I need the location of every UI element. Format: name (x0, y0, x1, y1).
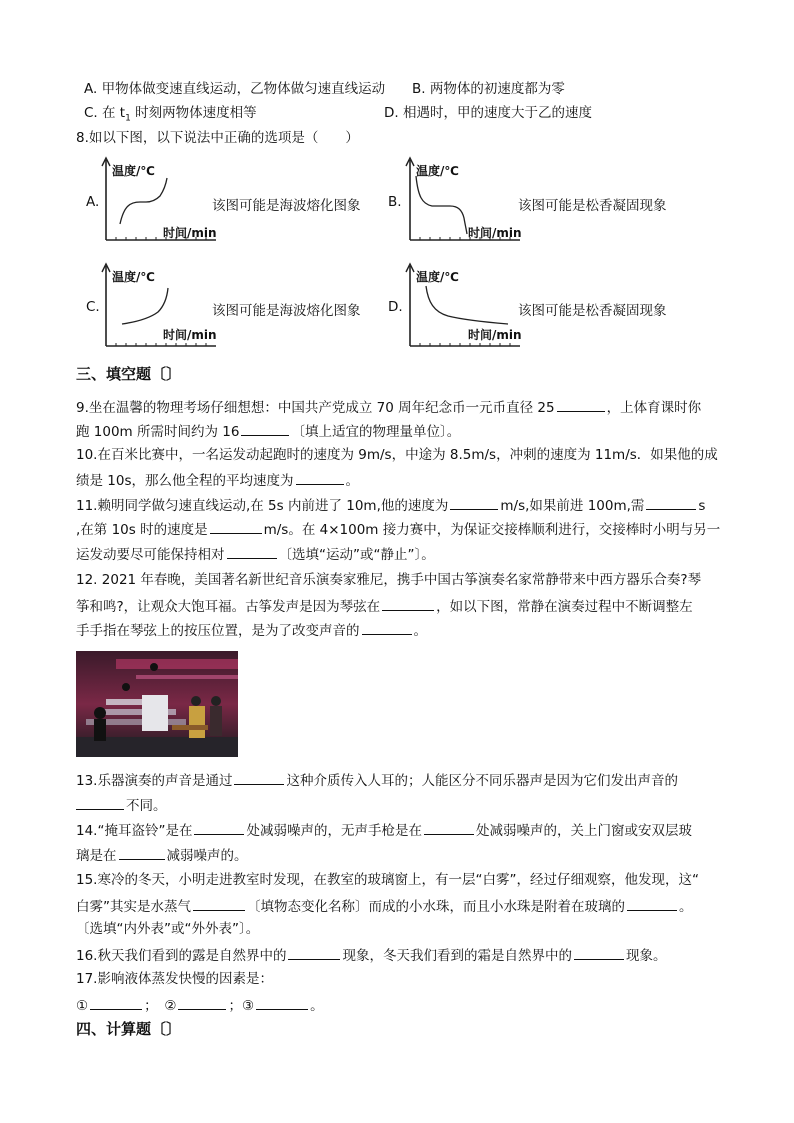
q10-line-1: 10.在百米比赛中，一名运发动起跑时的速度为 9m/s，中途为 8.5m/s，冲刺的速度为 11m/s．如果他的成 (76, 447, 718, 463)
q12-text-2: ，如以下图，常静在演奏过程中不断调整左 (436, 599, 693, 615)
q11-blank-4[interactable] (227, 544, 277, 559)
photo-performer-4-dress (189, 706, 205, 738)
q16-text-1: 16.秋天我们看到的露是自然界中的 (76, 948, 287, 964)
photo-light-band-2 (136, 675, 238, 679)
photo-light-band (116, 659, 238, 669)
q16-blank-1[interactable] (288, 945, 340, 960)
q10-text-2: 。 (345, 473, 360, 489)
q8-c-curve (122, 288, 168, 324)
q10-text-1: 绩是 10s，那么他全程的平均速度为 (76, 473, 294, 489)
q9-blank-2[interactable] (241, 421, 289, 436)
q14-blank-3[interactable] (119, 845, 165, 860)
q10-blank-1[interactable] (296, 470, 344, 485)
q17-blank-2[interactable] (178, 995, 226, 1010)
q14-blank-1[interactable] (194, 820, 244, 835)
q12-text-1: 筝和鸣?，让观众大饱耳福。古筝发声是因为琴弦在 (76, 599, 381, 615)
photo-piano (142, 695, 168, 731)
q8-b-letter: B. (388, 194, 402, 210)
q12-line-3 (76, 620, 427, 640)
q16-line (76, 945, 666, 965)
q7-option-c (84, 104, 257, 128)
q11-text-3: s (698, 498, 706, 514)
q10-line-2 (76, 470, 359, 490)
q11-text-2: m/s,如果前进 100m,需 (500, 498, 645, 514)
q8-a-letter: A. (86, 194, 100, 210)
q8-stem: 8.如以下图，以下说法中正确的选项是（ ） (76, 130, 359, 146)
q14-text-2: 处减弱噪声的，无声手枪是在 (246, 823, 422, 839)
q14-line-2 (76, 845, 248, 865)
q15-line-3: 〔选填“内外表”或“外外表”〕。 (76, 921, 260, 937)
concert-stage-icon (76, 651, 238, 757)
q15-blank-1[interactable] (193, 896, 245, 911)
q8-c-letter: C. (86, 299, 100, 315)
q12-text-4: 。 (413, 623, 427, 639)
q7-option-c-subscript: 1 (125, 113, 131, 124)
q16-text-3: 现象。 (625, 948, 667, 964)
q12-text-3: 手手指在琴弦上的按压位置，是为了改变声音的 (76, 623, 360, 639)
photo-guzheng (172, 725, 208, 730)
q17-marker-3: ；③ (228, 998, 255, 1014)
q17-marker-1: ① (76, 998, 89, 1014)
q11-text-6: 运发动要尽可能保持相对 (76, 547, 225, 563)
q11-text-1: 11.赖明同学做匀速直线运动,在 5s 内前进了 10m,他的速度为 (76, 498, 449, 514)
q12-blank-2[interactable] (362, 620, 412, 635)
q14-text-4: 璃是在 (76, 848, 117, 864)
q14-blank-2[interactable] (424, 820, 474, 835)
section-3-heading: 三、填空题〔〕 (76, 365, 182, 383)
q7-option-c-text: C. 在 t (84, 105, 126, 121)
q13-text-1: 13.乐器演奏的声音是通过 (76, 773, 233, 789)
q8-c-ylabel: 温度/℃ (112, 270, 155, 284)
q13-line-1 (76, 770, 678, 790)
photo-performer-5 (211, 696, 221, 706)
q11-blank-1[interactable] (450, 495, 498, 510)
q14-text-3: 处减弱噪声的，关上门窗或安双层玻 (475, 823, 692, 839)
q8-d-xlabel: 时间/min (468, 328, 522, 342)
q7-option-b: B. 两物体的初速度都为零 (412, 81, 565, 97)
photo-performer-2 (122, 683, 130, 691)
q12-line-2 (76, 596, 693, 616)
q8-c-xlabel: 时间/min (163, 328, 217, 342)
q8-b-curve (416, 176, 467, 234)
q9-blank-1[interactable] (557, 397, 605, 412)
q11-line-3 (76, 544, 435, 564)
q8-d-ylabel: 温度/℃ (416, 270, 459, 284)
q9-text-1: 9.坐在温馨的物理考场仔细想想：中国共产党成立 70 周年纪念币一元币直径 25 (76, 400, 555, 416)
q11-line-1 (76, 495, 705, 515)
q12-line-1: 12. 2021 年春晚，美国著名新世纪音乐演奏家雅尼，携手中国古筝演奏名家常静带来中西方器乐合奏?琴 (76, 572, 702, 588)
photo-performer-4 (191, 696, 201, 706)
q7-option-a: A. 甲物体做变速直线运动，乙物体做匀速直线运动 (84, 81, 386, 97)
q9-text-3: 跑 100m 所需时间约为 16 (76, 424, 240, 440)
photo-performer-1-body (94, 719, 106, 741)
q8-b-ylabel: 温度/℃ (416, 164, 459, 178)
q15-blank-2[interactable] (627, 896, 677, 911)
q16-blank-2[interactable] (574, 945, 624, 960)
q15-text-1: 白雾”其实是水蒸气 (76, 899, 191, 915)
q13-blank-1[interactable] (234, 770, 284, 785)
q17-blank-1[interactable] (90, 995, 142, 1010)
q8-d-letter: D. (388, 299, 403, 315)
q8-c-caption: 该图可能是海波熔化图象 (212, 303, 361, 319)
q9-text-4: 〔填上适宜的物理量单位〕。 (291, 424, 461, 440)
q8-d-caption: 该图可能是松香凝固现象 (518, 303, 667, 319)
q15-text-3: 。 (679, 899, 693, 915)
q11-text-7: 〔选填“运动”或“静止”〕。 (278, 547, 435, 563)
q17-end: 。 (310, 998, 324, 1014)
q8-d-curve (426, 286, 508, 324)
q16-text-2: 现象，冬天我们看到的霜是自然界中的 (342, 948, 572, 964)
q15-line-1: 15.寒冷的冬天，小明走进教室时发现，在教室的玻璃窗上，有一层“白雾”，经过仔细观察，他发现，这“ (76, 872, 699, 888)
q11-text-5: m/s。在 4×100m 接力赛中，为保证交接棒顺利进行，交接棒时小明与另一 (263, 522, 721, 538)
q13-text-2: 这种介质传入人耳的；人能区分不同乐器声是因为它们发出声音的 (286, 773, 678, 789)
q17-line-2 (76, 995, 324, 1015)
photo-performer-1 (94, 707, 106, 719)
q8-a-caption: 该图可能是海波熔化图象 (212, 198, 361, 214)
photo-performer-3 (150, 663, 158, 671)
q14-text-1: 14.“掩耳盗铃”是在 (76, 823, 193, 839)
q13-line-2 (76, 795, 167, 815)
q8-a-curve (120, 178, 167, 224)
q14-line-1 (76, 820, 692, 840)
q11-text-4: ,在第 10s 时的速度是 (76, 522, 208, 538)
q11-line-2 (76, 519, 720, 539)
q8-a-ylabel: 温度/℃ (112, 164, 155, 178)
q14-text-5: 减弱噪声的。 (166, 848, 248, 864)
q15-line-2 (76, 896, 693, 916)
q12-blank-1[interactable] (382, 596, 434, 611)
q8-b-xlabel: 时间/min (468, 226, 522, 240)
q9-text-2: ，上体育课时你 (606, 400, 702, 416)
q11-blank-2[interactable] (646, 495, 696, 510)
q13-text-3: 不同。 (126, 798, 167, 814)
section-4-heading: 四、计算题〔〕 (76, 1020, 182, 1038)
q8-a-xlabel: 时间/min (163, 226, 217, 240)
q11-blank-3[interactable] (210, 519, 262, 534)
q9-line-2 (76, 421, 460, 441)
q15-text-2: 〔填物态变化名称〕而成的小水珠，而且小水珠是附着在玻璃的 (247, 899, 625, 915)
q7-option-d: D. 相遇时，甲的速度大于乙的速度 (384, 105, 592, 121)
q7-option-c-text-end: 时刻两物体速度相等 (130, 105, 257, 121)
concert-stage-photo (76, 651, 238, 757)
q9-line-1 (76, 397, 701, 417)
photo-performer-5-body (210, 706, 222, 736)
q17-line-1: 17.影响液体蒸发快慢的因素是： (76, 971, 273, 987)
q8-b-caption: 该图可能是松香凝固现象 (518, 198, 667, 214)
q17-blank-3[interactable] (256, 995, 308, 1010)
q17-marker-2: ； ② (144, 998, 177, 1014)
q13-blank-2[interactable] (76, 795, 124, 810)
